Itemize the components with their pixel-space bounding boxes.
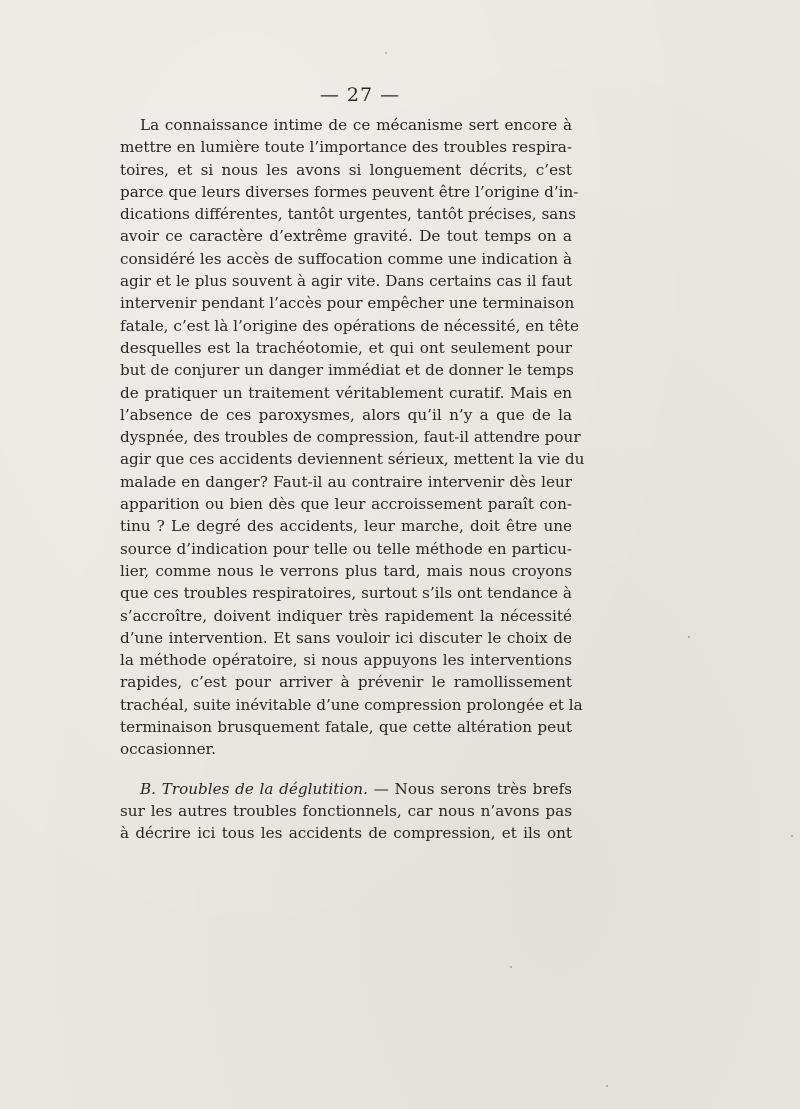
paragraph-respiratory-troubles: [120, 114, 585, 761]
text-run: — Nous serons très brefs: [367, 779, 572, 798]
text-line: considéré les accès de suffocation comme une indication à: [120, 249, 572, 268]
section-heading-b: B. Troubles de la déglutition.: [140, 779, 368, 798]
text-line: desquelles est la trachéotomie, et qui ont seulement pour: [120, 338, 572, 357]
page-number: — 27 —: [319, 84, 401, 106]
text-line: lier, comme nous le verrons plus tard, mais nous croyons: [120, 561, 572, 580]
text-line: source d’indication pour telle ou telle méthode en particu-: [120, 539, 572, 558]
paragraph-swallowing-troubles: [120, 778, 572, 845]
text-line: La connaissance intime de ce mécanisme sert encore à: [140, 116, 572, 134]
text-line: occasionner.: [120, 740, 216, 759]
paragraph-gap: [120, 761, 572, 778]
text-line: dyspnée, des troubles de compression, faut-il attendre pour: [120, 428, 581, 447]
text-line: avoir ce caractère d’extrême gravité. De tout temps on a: [120, 227, 572, 246]
text-line: mettre en lumière toute l’importance des troubles respira-: [120, 138, 572, 157]
text-line: intervenir pendant l’accès pour empêcher une terminaison: [120, 294, 575, 313]
text-line: dications différentes, tantôt urgentes, tantôt précises, sans: [120, 205, 576, 224]
text-line: fatale, c’est là l’origine des opérations de nécessité, en tête: [120, 316, 580, 335]
text-line: à décrire ici tous les accidents de compression, et ils ont: [120, 824, 572, 843]
paper-speck: [385, 52, 387, 54]
paper-speck: [510, 966, 512, 968]
text-line: parce que leurs diverses formes peuvent être l’origine d’in-: [120, 182, 579, 201]
text-line: tinu ? Le degré des accidents, leur marche, doit être une: [120, 517, 572, 536]
text-line: [120, 778, 572, 800]
text-line: rapides, c’est pour arriver à prévenir le ramollissement: [120, 673, 572, 692]
paper-speck: [606, 1085, 608, 1087]
body-text: [120, 114, 585, 845]
text-line: la méthode opératoire, si nous appuyons les interventions: [120, 651, 572, 670]
text-line: malade en danger? Faut-il au contraire intervenir dès leur: [120, 472, 572, 491]
paper-speck: [688, 636, 690, 638]
text-line: trachéal, suite inévitable d’une compression prolongée et la: [120, 695, 583, 714]
text-line: l’absence de ces paroxysmes, alors qu’il n’y a que de la: [120, 405, 572, 424]
text-line: agir et le plus souvent à agir vite. Dans certains cas il faut: [120, 272, 572, 291]
text-line: but de conjurer un danger immédiat et de donner le temps: [120, 361, 574, 380]
text-line: de pratiquer un traitement véritablement curatif. Mais en: [120, 383, 572, 402]
text-line: sur les autres troubles fonctionnels, car nous n’avons pas: [120, 801, 572, 820]
text-line: agir que ces accidents deviennent sérieux, mettent la vie du: [120, 450, 585, 469]
text-line: terminaison brusquement fatale, que cette altération peut: [120, 718, 572, 737]
text-line: toires, et si nous les avons si longuement décrits, c’est: [120, 160, 572, 179]
text-line: apparition ou bien dès que leur accroissement paraît con-: [120, 495, 572, 514]
paper-speck: [791, 835, 793, 837]
text-line: s’accroître, doivent indiquer très rapidement la nécessité: [120, 606, 572, 625]
text-line: d’une intervention. Et sans vouloir ici discuter le choix de: [120, 628, 572, 647]
text-line: que ces troubles respiratoires, surtout s’ils ont tendance à: [120, 584, 572, 603]
